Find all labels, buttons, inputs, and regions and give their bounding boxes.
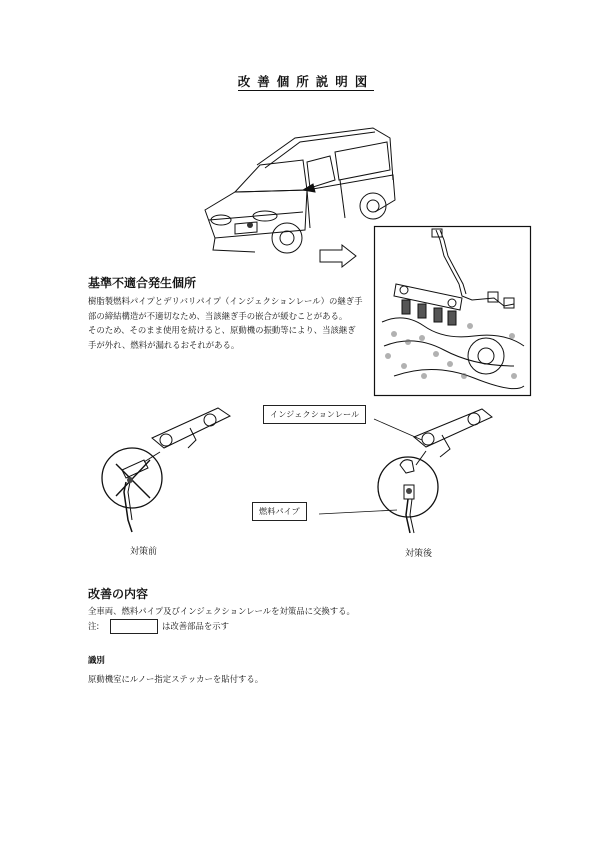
page-title: 改善個所説明図	[237, 74, 375, 89]
after-caption: 対策後	[405, 549, 433, 559]
injection-rail-leader-line	[374, 418, 424, 443]
defect-line: 樹脂製燃料パイプとデリバリパイプ（インジェクションレール）の継ぎ手	[88, 296, 363, 306]
note-text: は改善部品を示す	[162, 621, 229, 631]
fuel-pipe-label: 燃料パイプ	[252, 502, 307, 521]
content-heading: 改善の内容	[88, 587, 149, 601]
defect-heading: 基準不適合発生個所	[88, 276, 197, 290]
defect-description	[88, 294, 373, 352]
improved-part-legend-box	[110, 619, 158, 634]
injection-rail-label: インジェクションレール	[263, 405, 366, 424]
identification-heading: 識別	[88, 655, 105, 665]
before-diagram	[100, 400, 250, 535]
before-caption: 対策前	[130, 547, 158, 557]
content-line: 全車両、燃料パイプ及びインジェクションレールを対策品に交換する。	[88, 606, 355, 616]
fuel-pipe-leader-line	[319, 508, 399, 518]
note-prefix: 注:	[88, 621, 100, 631]
defect-line: 部の締結構造が不適切なため、当該継ぎ手の嵌合が緩むことがある。	[88, 310, 348, 321]
engine-detail-illustration	[374, 226, 531, 396]
defect-line: 手が外れ、燃料が漏れるおそれがある。	[88, 339, 240, 350]
arrow-right-icon	[318, 244, 358, 268]
defect-line: そのため、そのまま使用を続けると、原動機の振動等により、当該継ぎ	[88, 325, 356, 335]
identification-line: 原動機室にルノー指定ステッカーを貼付する。	[88, 674, 264, 684]
